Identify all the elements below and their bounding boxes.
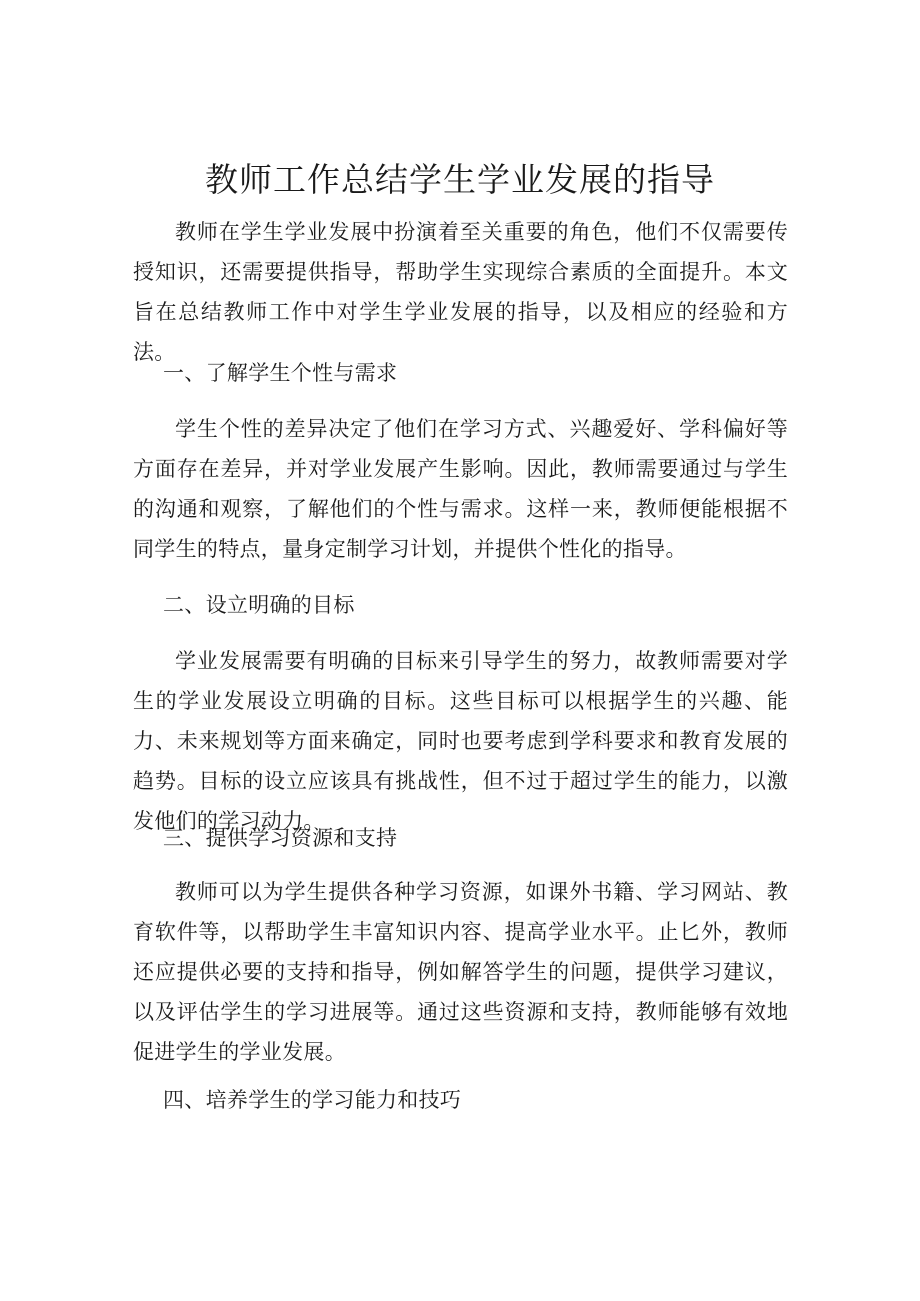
section-body-3: 教师可以为学生提供各种学习资源，如课外书籍、学习网站、教育软件等，以帮助学生丰富知识内容、提高学业水平。止匕外，教师还应提供必要的支持和指导，例如解答学生的问题，提供学习建议，以及评估学生的学习进展等。通过这些资源和支持，教师能够有效地促进学生的学业发展。 [133, 880, 788, 1064]
intro-paragraph: 教师在学生学业发展中扮演着至关重要的角色，他们不仅需要传授知识，还需要提供指导，帮助学生实现综合素质的全面提升。本文旨在总结教师工作中对学生学业发展的指导，以及相应的经验和方法。 [133, 220, 788, 364]
section-heading-1: 一、了解学生个性与需求 [163, 361, 398, 385]
section-body-1: 学生个性的差异决定了他们在学习方式、兴趣爱好、学科偏好等方面存在差异，并对学业发展产生影响。因此，教师需要通过与学生的沟通和观察，了解他们的个性与需求。这样一来，教师便能根据不同学生的特点，量身定制学习计划，并提供个性化的指导。 [133, 417, 788, 561]
section-heading-4: 四、培养学生的学习能力和技巧 [163, 1088, 462, 1112]
document-title: 教师工作总结学生学业发展的指导 [205, 160, 715, 199]
section-heading-3: 三、提供学习资源和支持 [163, 826, 398, 850]
section-heading-2: 二、设立明确的目标 [163, 593, 355, 617]
section-body-2: 学业发展需要有明确的目标来引导学生的努力，故教师需要对学生的学业发展设立明确的目标。这些目标可以根据学生的兴趣、能力、未来规划等方面来确定，同时也要考虑到学科要求和教育发展的趋势。目标的设立应该具有挑战性，但不过于超过学生的能力，以激发他们的学习动力。 [133, 649, 788, 833]
